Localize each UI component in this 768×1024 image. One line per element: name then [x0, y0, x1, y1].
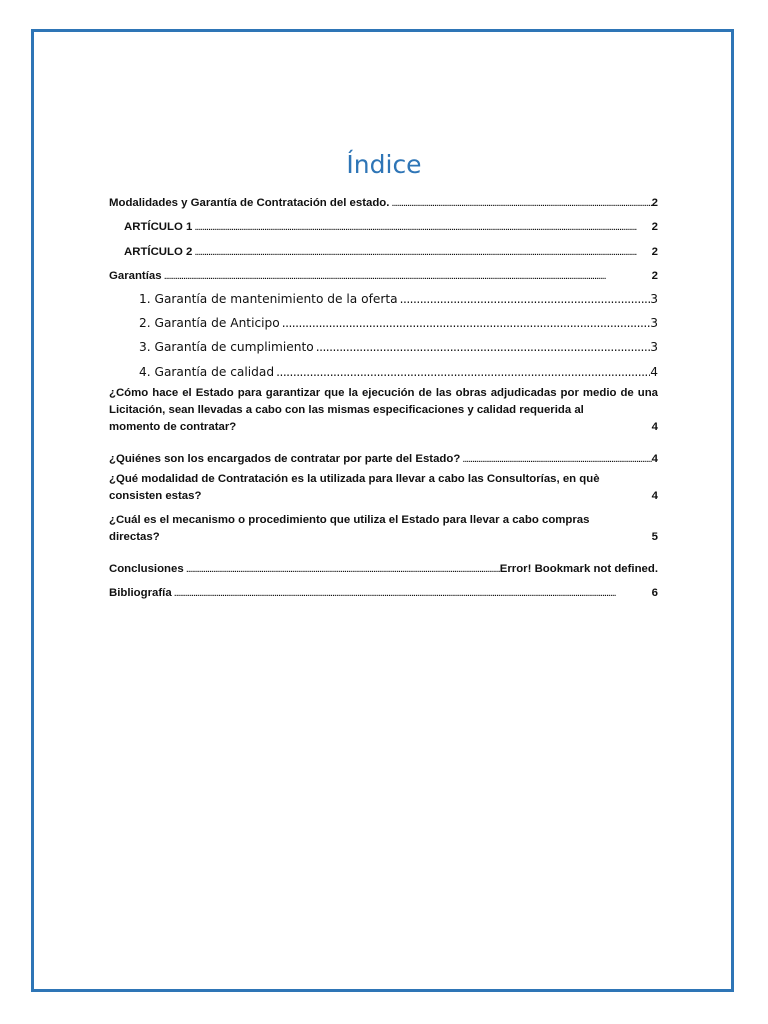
toc-page-number: 4 — [651, 490, 658, 503]
toc-dot-leader — [192, 221, 651, 233]
toc-entry-garantia-anticipo[interactable] — [109, 306, 658, 330]
toc-entry-label: ¿Cuál es el mecanismo o procedimiento que utiliza el Estado para llevar a cabo compras — [109, 513, 590, 526]
toc-page-number: 3 — [650, 291, 658, 306]
toc-page-number: 4 — [651, 452, 658, 465]
toc-dot-leader — [274, 365, 650, 379]
toc-entry-label: ARTÍCULO 1 — [124, 221, 193, 234]
toc-dot-leader — [280, 316, 650, 330]
toc-entry-label: Modalidades y Garantía de Contratación del estado. — [109, 197, 390, 210]
toc-page-number: Error! Bookmark not defined. — [499, 562, 658, 575]
toc-entry-articulo-2[interactable] — [109, 233, 658, 257]
toc-page-number: 4 — [650, 364, 658, 379]
toc-entry-label: ¿Quiénes son los encargados de contratar por parte del Estado? — [109, 452, 461, 465]
toc-entry-label: Garantías — [109, 269, 162, 282]
toc-entry-label: 3. Garantía de cumplimiento — [139, 340, 314, 355]
toc-entry-como-hace-el-estado[interactable] — [109, 385, 658, 437]
toc-entry-bibliografia[interactable] — [109, 575, 658, 599]
toc-page-number: 2 — [651, 197, 658, 210]
toc-entry-garantia-cumplimiento[interactable] — [109, 330, 658, 354]
toc-page-number: 2 — [651, 221, 658, 234]
toc-entry-label: 4. Garantía de calidad — [139, 364, 275, 379]
toc-page-number: 3 — [650, 340, 658, 355]
toc-entry-que-modalidad[interactable] — [109, 471, 658, 506]
toc-dot-leader — [184, 563, 500, 575]
toc-entry-label: Conclusiones — [109, 562, 184, 575]
toc-entry-label-continuation: momento de contratar? — [109, 421, 237, 434]
toc-entry-label: ¿Qué modalidad de Contratación es la utilizada para llevar a cabo las Consultorías, en què — [109, 472, 600, 485]
toc-page-number: 3 — [650, 316, 658, 331]
toc-page-number: 2 — [651, 245, 658, 258]
page-title: Índice — [346, 150, 422, 179]
toc-page-number: 5 — [651, 531, 658, 544]
toc-page-number: 2 — [651, 269, 658, 282]
toc-dot-leader — [398, 292, 651, 306]
toc-dot-leader — [172, 587, 652, 599]
toc-page-number: 4 — [651, 421, 658, 434]
toc-entry-modalidades[interactable] — [109, 185, 658, 209]
toc-entry-garantia-mantenimiento[interactable] — [109, 282, 658, 306]
toc-entry-cual-es-el-mecanismo[interactable] — [109, 512, 658, 547]
toc-dot-leader — [192, 246, 651, 258]
toc-entry-quienes-son[interactable] — [109, 441, 658, 465]
toc-dot-leader — [314, 340, 650, 354]
table-of-contents — [109, 185, 658, 599]
toc-entry-label: 2. Garantía de Anticipo — [139, 316, 280, 331]
toc-entry-label-continuation: directas? — [109, 531, 160, 544]
toc-dot-leader — [460, 453, 651, 465]
toc-entry-conclusiones[interactable] — [109, 551, 658, 575]
toc-entry-garantias[interactable] — [109, 258, 658, 282]
toc-dot-leader — [162, 270, 652, 282]
toc-entry-articulo-1[interactable] — [109, 209, 658, 233]
toc-entry-label: ¿Cómo hace el Estado para garantizar que la ejecución de las obras adjudicadas por medio de una Licitación, sean llevadas a cabo con las mismas especificaciones y calidad requerida al — [109, 386, 658, 416]
toc-entry-label: 1. Garantía de mantenimiento de la oferta — [139, 291, 398, 306]
toc-entry-label: ARTÍCULO 2 — [124, 245, 193, 258]
toc-dot-leader — [389, 197, 651, 209]
toc-entry-garantia-calidad[interactable] — [109, 354, 658, 378]
toc-entry-label-continuation: consisten estas? — [109, 490, 202, 503]
toc-entry-label: Bibliografía — [109, 586, 172, 599]
toc-page-number: 6 — [651, 586, 658, 599]
